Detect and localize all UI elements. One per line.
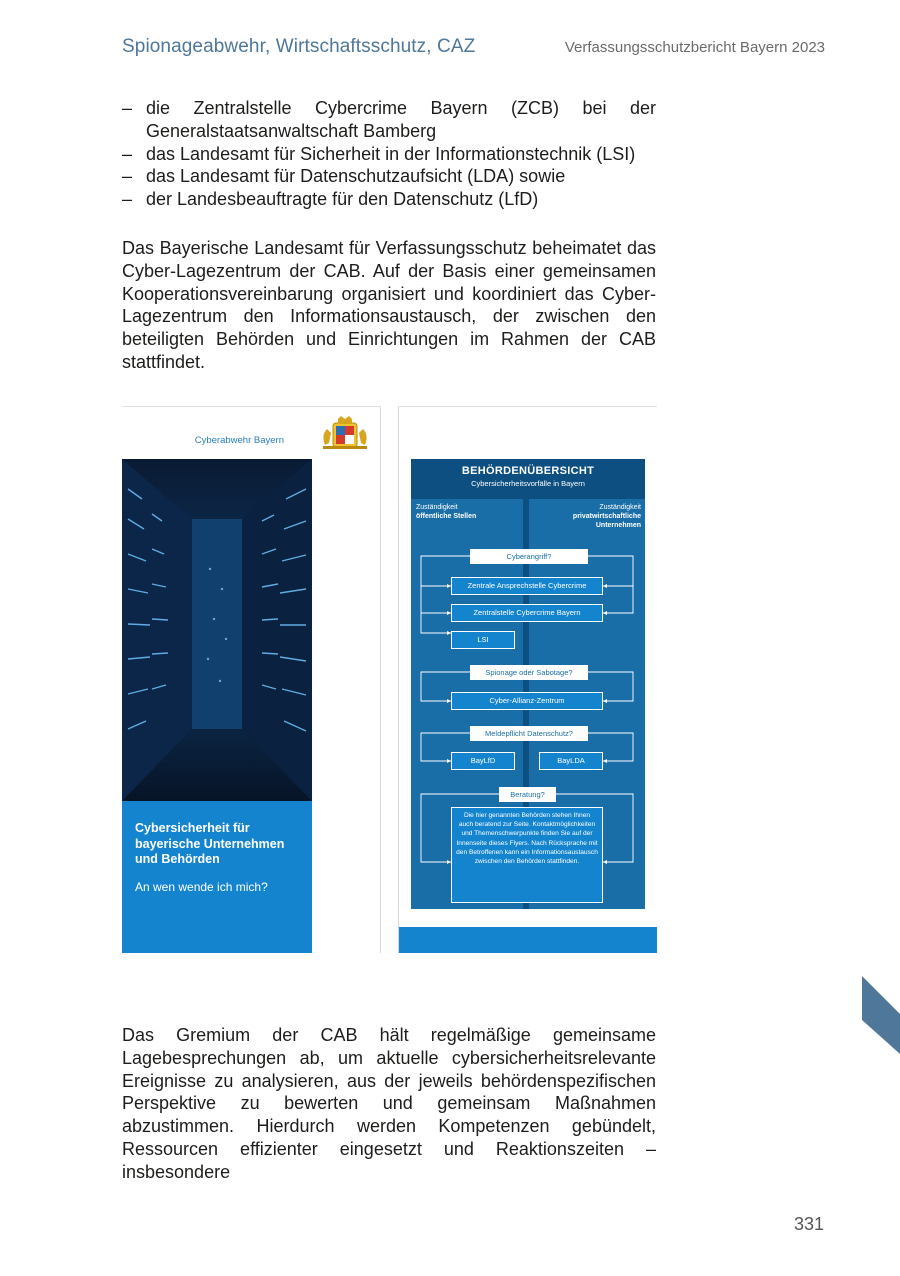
bavarian-coat-of-arms-icon	[319, 415, 371, 451]
answer-zcb: Zentralstelle Cybercrime Bayern	[451, 604, 603, 622]
bullet-dash: –	[122, 166, 133, 187]
bullet-dash: –	[122, 189, 133, 210]
flyer-overview	[398, 406, 657, 953]
private-column-label: Zuständigkeit privatwirtschaftliche Unternehmen	[572, 504, 641, 529]
authority-flowchart	[411, 459, 645, 909]
list-item: – das Landesamt für Datenschutzaufsicht (LDA) sowie	[122, 166, 566, 187]
answer-caz: Cyber-Allianz-Zentrum	[451, 692, 603, 710]
publication-header: Verfassungsschutzbericht Bayern 2023	[564, 39, 825, 56]
overview-title: BEHÖRDENÜBERSICHT	[461, 465, 595, 477]
page-number: 331	[793, 1214, 824, 1234]
authority-list	[122, 97, 656, 211]
answer-baylda: BayLDA	[539, 752, 603, 770]
overview-subtitle: Cybersicherheitsvorfälle in Bayern	[471, 479, 585, 488]
flyer-cover-panel	[122, 801, 312, 953]
bullet-dash: –	[122, 98, 133, 118]
question-espionage: Spionage oder Sabotage?	[470, 665, 588, 680]
answer-lsi: LSI	[451, 631, 515, 649]
answer-baylfd: BayLfD	[451, 752, 515, 770]
server-room-image	[122, 459, 312, 801]
answer-zac: Zentrale Ansprechstelle Cybercrime	[451, 577, 603, 595]
section-tab-marker	[862, 976, 900, 1054]
flyer-brand: Cyberabwehr Bayern	[194, 435, 284, 446]
consulting-info: Die hier genannten Behörden stehen Ihnen auch beratend zur Seite. Kontaktmöglichkeiten und Themenschwerpunkte finden Sie auf der Innenseite dieses Flyers. Nach Rücksprache mit den Betroffenen kann ein Informationsaustausch zwischen den Behörden stattfinden.	[451, 807, 603, 903]
flyer-cover	[122, 406, 381, 953]
question-data-protection: Meldepflicht Datenschutz?	[470, 726, 588, 741]
list-item: – der Landesbeauftragte für den Datenschutz (LfD)	[122, 189, 539, 210]
list-item: – das Landesamt für Sicherheit in der Informationstechnik (LSI)	[122, 143, 636, 164]
list-item: – die Zentralstelle Cybercrime Bayern (ZCB) bei der Generalstaatsanwaltschaft Bamberg	[122, 98, 656, 141]
question-cyberattack: Cyberangriff?	[470, 549, 588, 564]
public-column-label: Zuständigkeit öffentliche Stellen	[416, 504, 477, 520]
question-consulting: Beratung?	[499, 787, 556, 802]
chapter-header: Spionageabwehr, Wirtschaftsschutz, CAZ	[122, 36, 476, 57]
bullet-dash: –	[122, 143, 133, 164]
flyer-cover-question: An wen wende ich mich?	[135, 880, 268, 894]
flyer-bottom-bar	[399, 927, 657, 953]
body-paragraph: Das Bayerische Landesamt für Verfassungsschutz beheimatet das Cyber-Lagezentrum der CAB. Auf der Basis einer gemeinsamen Kooperationsvereinbarung organisiert und koordiniert das Cyber-Lagezentrum den Informationsaustausch, der zwischen den beteiligten Behörden und Einrichtungen im Rahmen der CAB stattfindet.	[122, 238, 656, 372]
flyer-cover-title: Cybersicherheit für bayerische Unternehmen und Behörden	[135, 821, 285, 866]
body-paragraph: Das Gremium der CAB hält regelmäßige gemeinsame Lagebesprechungen ab, um aktuelle cybersicherheitsrelevante Ereignisse zu analysieren, aus der jeweils behördenspezifischen Perspektive zu bewerten und gemeinsam Maßnahmen abzustimmen. Hierdurch werden Kompetenzen gebündelt, Ressourcen effizienter eingesetzt und Reaktionszeiten – insbesondere	[122, 1025, 656, 1182]
